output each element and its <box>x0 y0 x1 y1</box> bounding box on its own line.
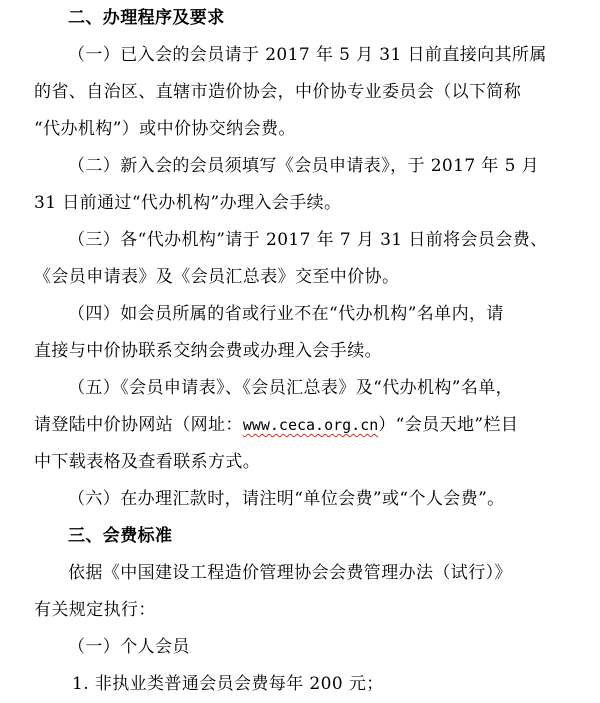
para-5-line-3: 中下载表格及查看联系方式。 <box>34 452 261 472</box>
section-2-heading: 二、办理程序及要求 <box>68 8 225 28</box>
section-3-intro-line-1: 依据《中国建设工程造价管理协会会费管理办法（试行）》 <box>68 563 512 583</box>
para-1-line-2: 的省、自治区、直辖市造价协会，中价协专业委员会（以下简称 <box>34 82 522 102</box>
para-1-line-3: “代办机构”）或中价协交纳会费。 <box>34 119 296 139</box>
para-5-line-2-suffix: ）“会员天地”栏目 <box>378 415 519 435</box>
para-3-line-1: （三）各“代办机构”请于 2017 年 7 月 31 日前将会员会费、 <box>68 230 548 250</box>
para-5-line-1: （五）《会员申请表》、《会员汇总表》及“代办机构”名单， <box>68 378 514 398</box>
subheading-individual-members: （一）个人会员 <box>68 637 190 657</box>
para-5-line-2-prefix: 请登陆中价协网站（网址： <box>34 415 243 435</box>
para-1-line-1: （一）已入会的会员请于 2017 年 5 月 31 日前直接向其所属 <box>68 45 547 65</box>
website-url: www.ceca.org.cn <box>242 416 379 434</box>
list-item-1: 1. 非执业类普通会员会费每年 200 元； <box>72 674 384 694</box>
para-2-line-1: （二）新入会的会员须填写《会员申请表》，于 2017 年 5 月 <box>68 156 539 176</box>
para-5-line-2 <box>0 407 600 444</box>
para-3-line-2: 《会员申请表》及《会员汇总表》交至中价协。 <box>34 267 400 287</box>
para-2-line-2: 31 日前通过“代办机构”办理入会手续。 <box>34 193 342 213</box>
para-4-line-1: （四）如会员所属的省或行业不在“代办机构”名单内，请 <box>68 304 504 324</box>
section-3-heading: 三、会费标准 <box>68 526 173 546</box>
para-4-line-2: 直接与中价协联系交纳会费或办理入会手续。 <box>34 341 382 361</box>
para-6-line-1: （六）在办理汇款时，请注明“单位会费”或“个人会费”。 <box>68 489 505 509</box>
section-3-intro-line-2: 有关规定执行： <box>34 600 156 620</box>
